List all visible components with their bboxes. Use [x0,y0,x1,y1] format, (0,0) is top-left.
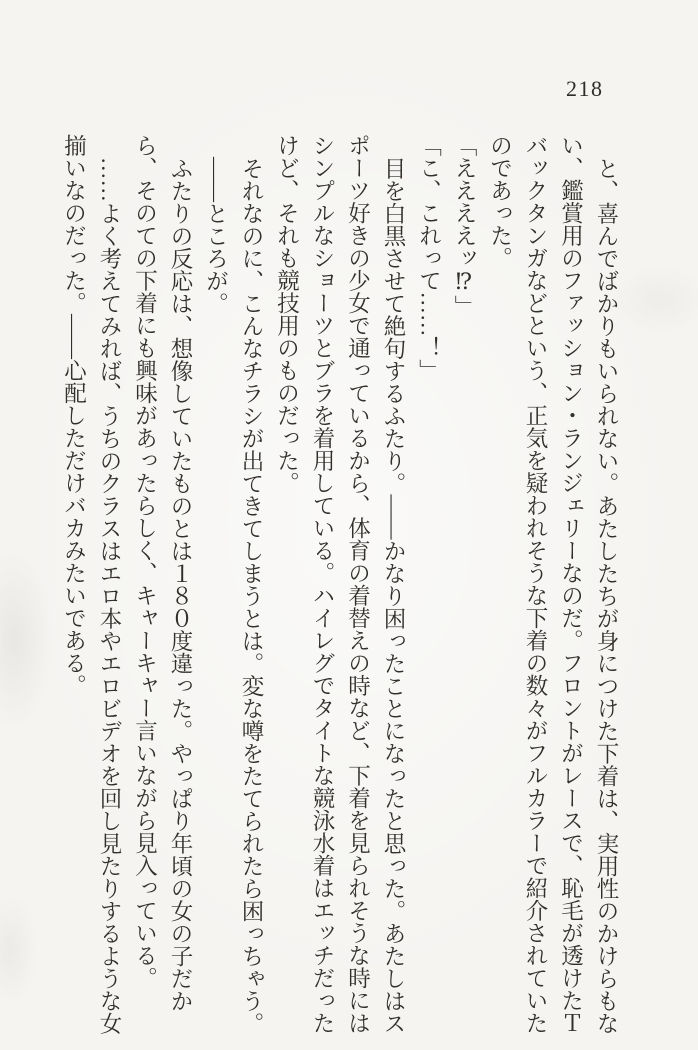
paragraph: ――ところが。 [203,156,229,314]
paragraph: ふたりの反応は、想像していたものとは１８０度違った。やっぱり年頃の女の子だから、そのての下着にも興味があったらしく、キャーキャー言いながら見入っている。 [132,134,193,1012]
page-number: 218 [566,76,604,101]
paragraph: それなのに、こんなチラシが出てきてしまうとは。変な噂をたてられたら困っちゃう。 [239,156,264,1034]
paragraph: ……よく考えてみれば、うちのクラスはエロ本やエロビデオを回し見たりするような女揃いなのだった。――心配しただけバカみたいである。 [61,134,122,1034]
body-text [56,134,624,1046]
paragraph-dialogue: 「こ、これって……！」 [416,134,442,382]
paragraph: 目を白黒させて絶句するふたり。――かなり困ったことになったと思った。あたしはスポーツ好きの少女で通っているから、体育の着替えの時など、下着を見られそうな時にはシンプルなショーツとブラを着用している。ハイレグでタイトな競泳水着はエッチだったけど、それも競技用のものだった。 [274,134,406,1034]
paragraph: と、喜んでばかりもいられない。あたしたちが身につけた下着は、実用性のかけらもない、鑑賞用のファッション・ランジェリーなのだ。フロントがレースで、恥毛が透けたＴバックタンガなどという、正気を疑われそうな下着の数々がフルカラーで紹介されていたのであった。 [487,134,619,1034]
paragraph-dialogue: 「ええええッ⁉」 [452,134,477,318]
